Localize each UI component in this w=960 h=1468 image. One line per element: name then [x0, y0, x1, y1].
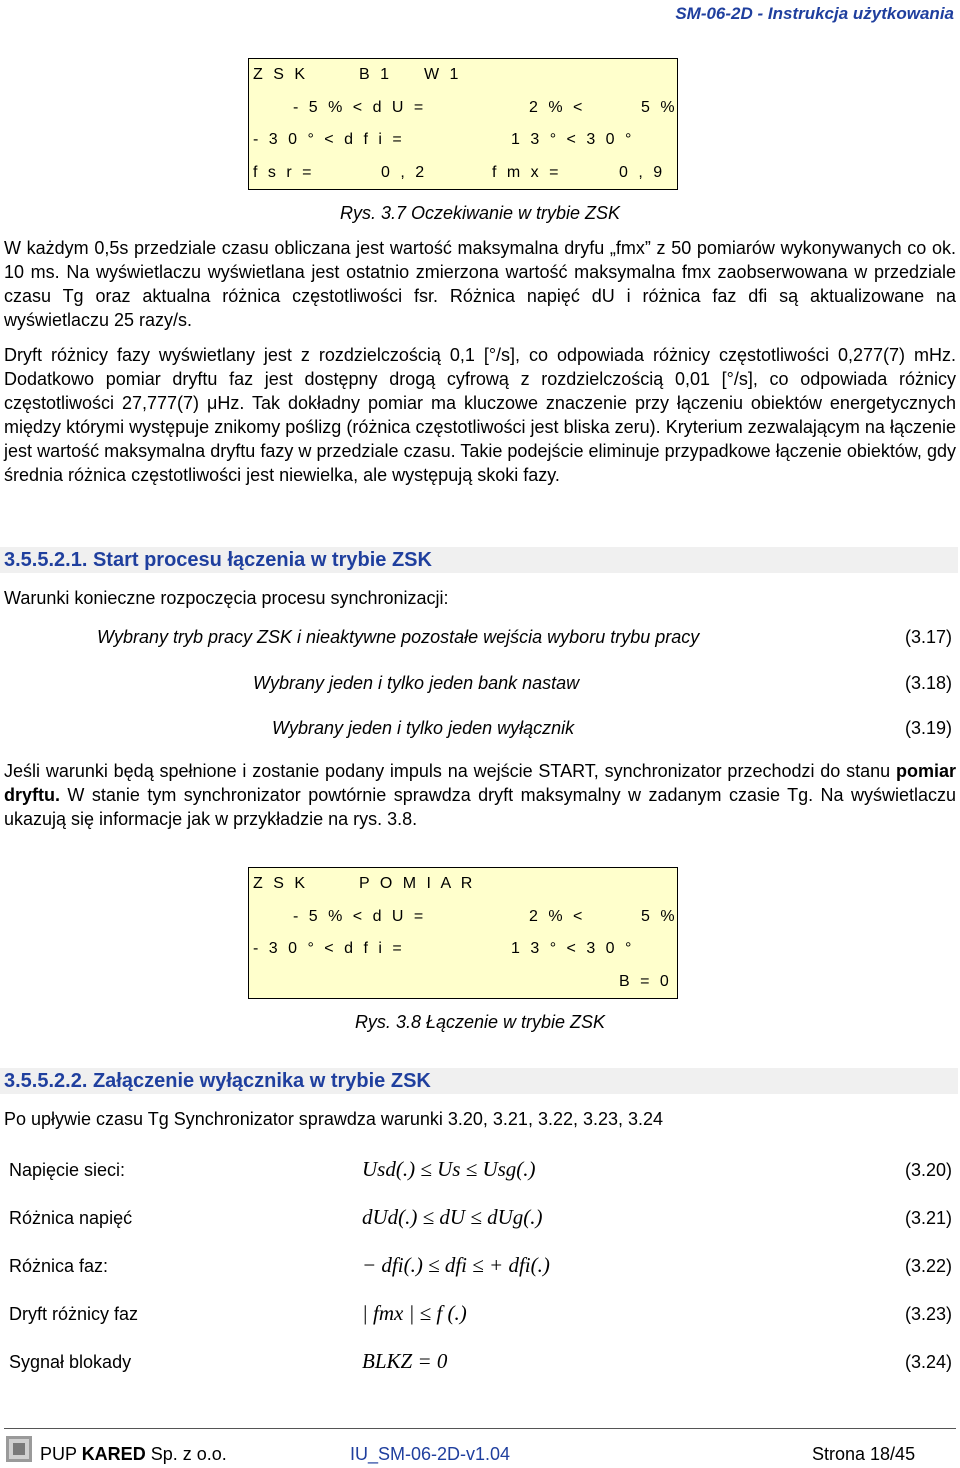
lcd-text: 0 , 2 [381, 163, 425, 181]
formula-expression: dUd(.) ≤ dU ≤ dUg(.) [362, 1205, 543, 1229]
equation-number-3-17: (3.17) [904, 627, 952, 647]
lcd-text: f m x = [492, 163, 559, 181]
company-logo-icon [6, 1436, 32, 1462]
lcd-text: 0 , 9 [619, 163, 663, 181]
condition-3-17: Wybrany tryb pracy ZSK i nieaktywne pozostałe wejścia wyboru trybu pracy [97, 627, 700, 647]
formula-label: Napięcie sieci: [9, 1160, 126, 1180]
formula-label: Sygnał blokady [9, 1352, 132, 1372]
lcd-text: f s r = [253, 163, 312, 181]
equation-number: (3.23) [904, 1304, 952, 1324]
lcd-text: - 5 % < d U = [293, 907, 424, 925]
lcd-text: B = 0 [619, 972, 669, 990]
formula-expression: − dfi(.) ≤ dfi ≤ + dfi(.) [362, 1253, 550, 1277]
section-heading-start: 3.5.5.2.1. Start procesu łączenia w trybie ZSK [0, 547, 958, 573]
lcd-text: 5 % [641, 907, 675, 925]
lcd-text: W 1 [424, 66, 459, 83]
lcd-row [249, 59, 677, 92]
lcd-text: B 1 [359, 66, 390, 83]
equation-number: (3.21) [904, 1208, 952, 1228]
formula-label: Dryft różnicy faz [9, 1304, 139, 1324]
lcd-row [249, 92, 677, 125]
lcd-row [249, 124, 677, 157]
footer-doc-id: IU_SM-06-2D-v1.04 [350, 1444, 511, 1464]
formula-label: Różnica napięć [9, 1208, 133, 1228]
equation-number: (3.24) [904, 1352, 952, 1372]
paragraph-start: Jeśli warunki będą spełnione i zostanie podany impuls na wejście START, synchronizator przechodzi do stanu pomiar dryftu. W stanie tym synchronizator powtórnie sprawdza dryft maksymalny w zadanym czasie Tg. Na wyświetlaczu ukazują się informacje jak w przykładzie na rys. 3.8. [4, 761, 956, 829]
paragraph-close-conditions: Po upływie czasu Tg Synchronizator sprawdza warunki 3.20, 3.21, 3.22, 3.23, 3.24 [4, 1109, 664, 1129]
equation-number: (3.20) [904, 1160, 952, 1180]
lcd-text: - 3 0 ° < d f i = [253, 940, 402, 957]
header-title: SM-06-2D - Instrukcja użytkowania [675, 4, 954, 23]
lcd-text: 2 % < [529, 907, 583, 925]
lcd-row [249, 157, 677, 190]
paragraph-fmx: W każdym 0,5s przedziale czasu obliczana jest wartość maksymalna dryfu „fmx” z 50 pomiarów wykonywanych co ok. 10 ms. Na wyświetlaczu wyświetlana jest ostatnio zmierzona wartość maksymalna fmx zaobserwowana w przedziale czasu Tg oraz aktualna różnica częstotliwości fsr. Różnica napięć dU i różnica faz dfi są aktualizowane na wyświetlaczu 25 razy/s. [4, 238, 956, 330]
equation-number-3-19: (3.19) [904, 718, 952, 738]
lcd-display-measure [248, 867, 678, 999]
condition-3-18: Wybrany jeden i tylko jeden bank nastaw [253, 673, 580, 693]
lcd-text: 1 3 ° < 3 0 ° [511, 940, 632, 957]
lcd-text: Z S K [253, 875, 306, 892]
equation-number: (3.22) [904, 1256, 952, 1276]
lcd-text: 5 % [641, 98, 675, 116]
paragraph-conditions-intro: Warunki konieczne rozpoczęcia procesu synchronizacji: [4, 588, 449, 608]
figure-caption-3-7: Rys. 3.7 Oczekiwanie w trybie ZSK [339, 203, 621, 223]
formula-label: Różnica faz: [9, 1256, 109, 1276]
formula-expression: BLKZ = 0 [362, 1349, 448, 1373]
lcd-text: P O M I A R [359, 875, 473, 892]
lcd-text: 1 3 ° < 3 0 ° [511, 131, 632, 148]
equation-number-3-18: (3.18) [904, 673, 952, 693]
formula-expression: Usd(.) ≤ Us ≤ Usg(.) [362, 1157, 536, 1181]
lcd-row [249, 868, 677, 901]
lcd-text: - 3 0 ° < d f i = [253, 131, 402, 148]
condition-3-19: Wybrany jeden i tylko jeden wyłącznik [272, 718, 575, 738]
formula-expression: | fmx | ≤ f (.) [362, 1301, 467, 1325]
lcd-display-wait [248, 58, 678, 190]
footer-divider [4, 1428, 956, 1429]
paragraph-drift: Dryft różnicy fazy wyświetlany jest z rozdzielczością 0,1 [°/s], co odpowiada różnicy częstotliwości 0,277(7) mHz. Dodatkowo pomiar dryftu faz jest dostępny drogą cyfrową z rozdzielczością 0,01 [°/s], co odpowiada różnicy częstotliwości 27,777(7) μHz. Tak dokładny pomiar ma kluczowe znaczenie przy łączeniu obiektów energetycznych między którymi występuje znikomy poślizg (różnica częstotliwości jest bliska zeru). Kryterium zezwalającym na łączenie jest wartość maksymalna dryftu fazy w przedziale czasu. Takie podejście eliminuje przypadkowe łączenie obiektów, gdy średnia różnica częstotliwości jest niewielka, ale występują skoki fazy. [4, 345, 956, 485]
section-heading-close: 3.5.5.2.2. Załączenie wyłącznika w trybie ZSK [0, 1068, 958, 1094]
footer-company: PUP KARED Sp. z o.o. [40, 1444, 227, 1464]
lcd-text: - 5 % < d U = [293, 98, 424, 116]
lcd-row [249, 966, 677, 999]
lcd-text: 2 % < [529, 98, 583, 116]
lcd-text: Z S K [253, 66, 306, 83]
footer-page-number: Strona 18/45 [812, 1444, 916, 1464]
lcd-row [249, 901, 677, 934]
lcd-row [249, 933, 677, 966]
figure-caption-3-8: Rys. 3.8 Łączenie w trybie ZSK [354, 1012, 606, 1032]
